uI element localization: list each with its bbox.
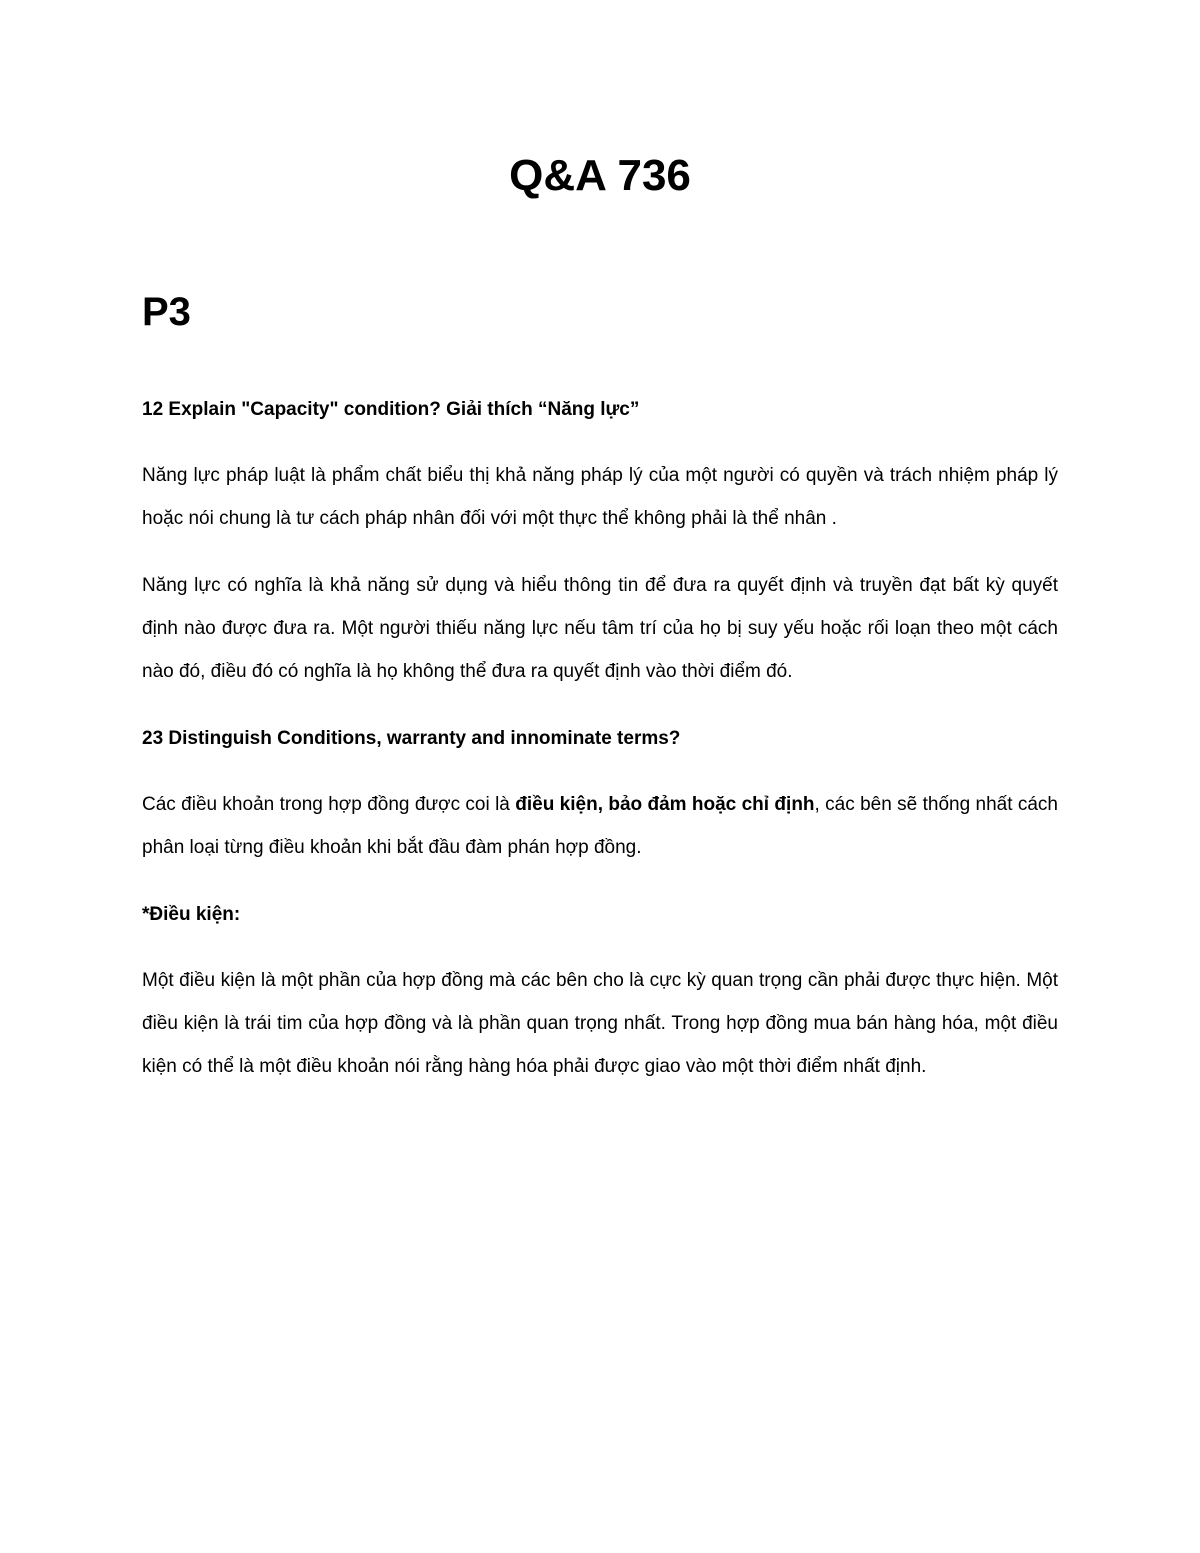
q23-intro-before: Các điều khoản trong hợp đồng được coi là xyxy=(142,794,516,815)
q23-intro-after: , các bên sẽ thống nhất cách phân loại từng điều khoản khi bắt đầu đàm phán hợp đồng. xyxy=(142,794,1058,858)
question-23-heading: 23 Distinguish Conditions, warranty and innominate terms? xyxy=(142,728,681,749)
q23-intro-bold: điều kiện, bảo đảm hoặc chỉ định xyxy=(515,794,815,815)
question-12-heading: 12 Explain "Capacity" condition? Giải thích “Năng lực” xyxy=(142,399,640,420)
condition-heading: *Điều kiện: xyxy=(142,904,241,925)
document-body xyxy=(142,388,1058,1112)
q12-paragraph-2: Năng lực có nghĩa là khả năng sử dụng và hiểu thông tin để đưa ra quyết định và truyền đạt bất kỳ quyết định nào được đưa ra. Một người thiếu năng lực nếu tâm trí của họ bị suy yếu hoặc rối loạn theo một cách nào đó, điều đó có nghĩa là họ không thể đưa ra quyết định vào thời điểm đó. xyxy=(142,575,1058,682)
q23-intro-paragraph xyxy=(142,783,1058,869)
condition-paragraph: Một điều kiện là một phần của hợp đồng mà các bên cho là cực kỳ quan trọng cần phải được thực hiện. Một điều kiện là trái tim của hợp đồng và là phần quan trọng nhất. Trong hợp đồng mua bán hàng hóa, một điều kiện có thể là một điều khoản nói rằng hàng hóa phải được giao vào một thời điểm nhất định. xyxy=(142,970,1058,1077)
q12-paragraph-1: Năng lực pháp luật là phẩm chất biểu thị khả năng pháp lý của một người có quyền và trách nhiệm pháp lý hoặc nói chung là tư cách pháp nhân đối với một thực thể không phải là thể nhân . xyxy=(142,465,1058,529)
page-title: Q&A 736 xyxy=(509,151,691,200)
section-heading: P3 xyxy=(142,290,191,334)
